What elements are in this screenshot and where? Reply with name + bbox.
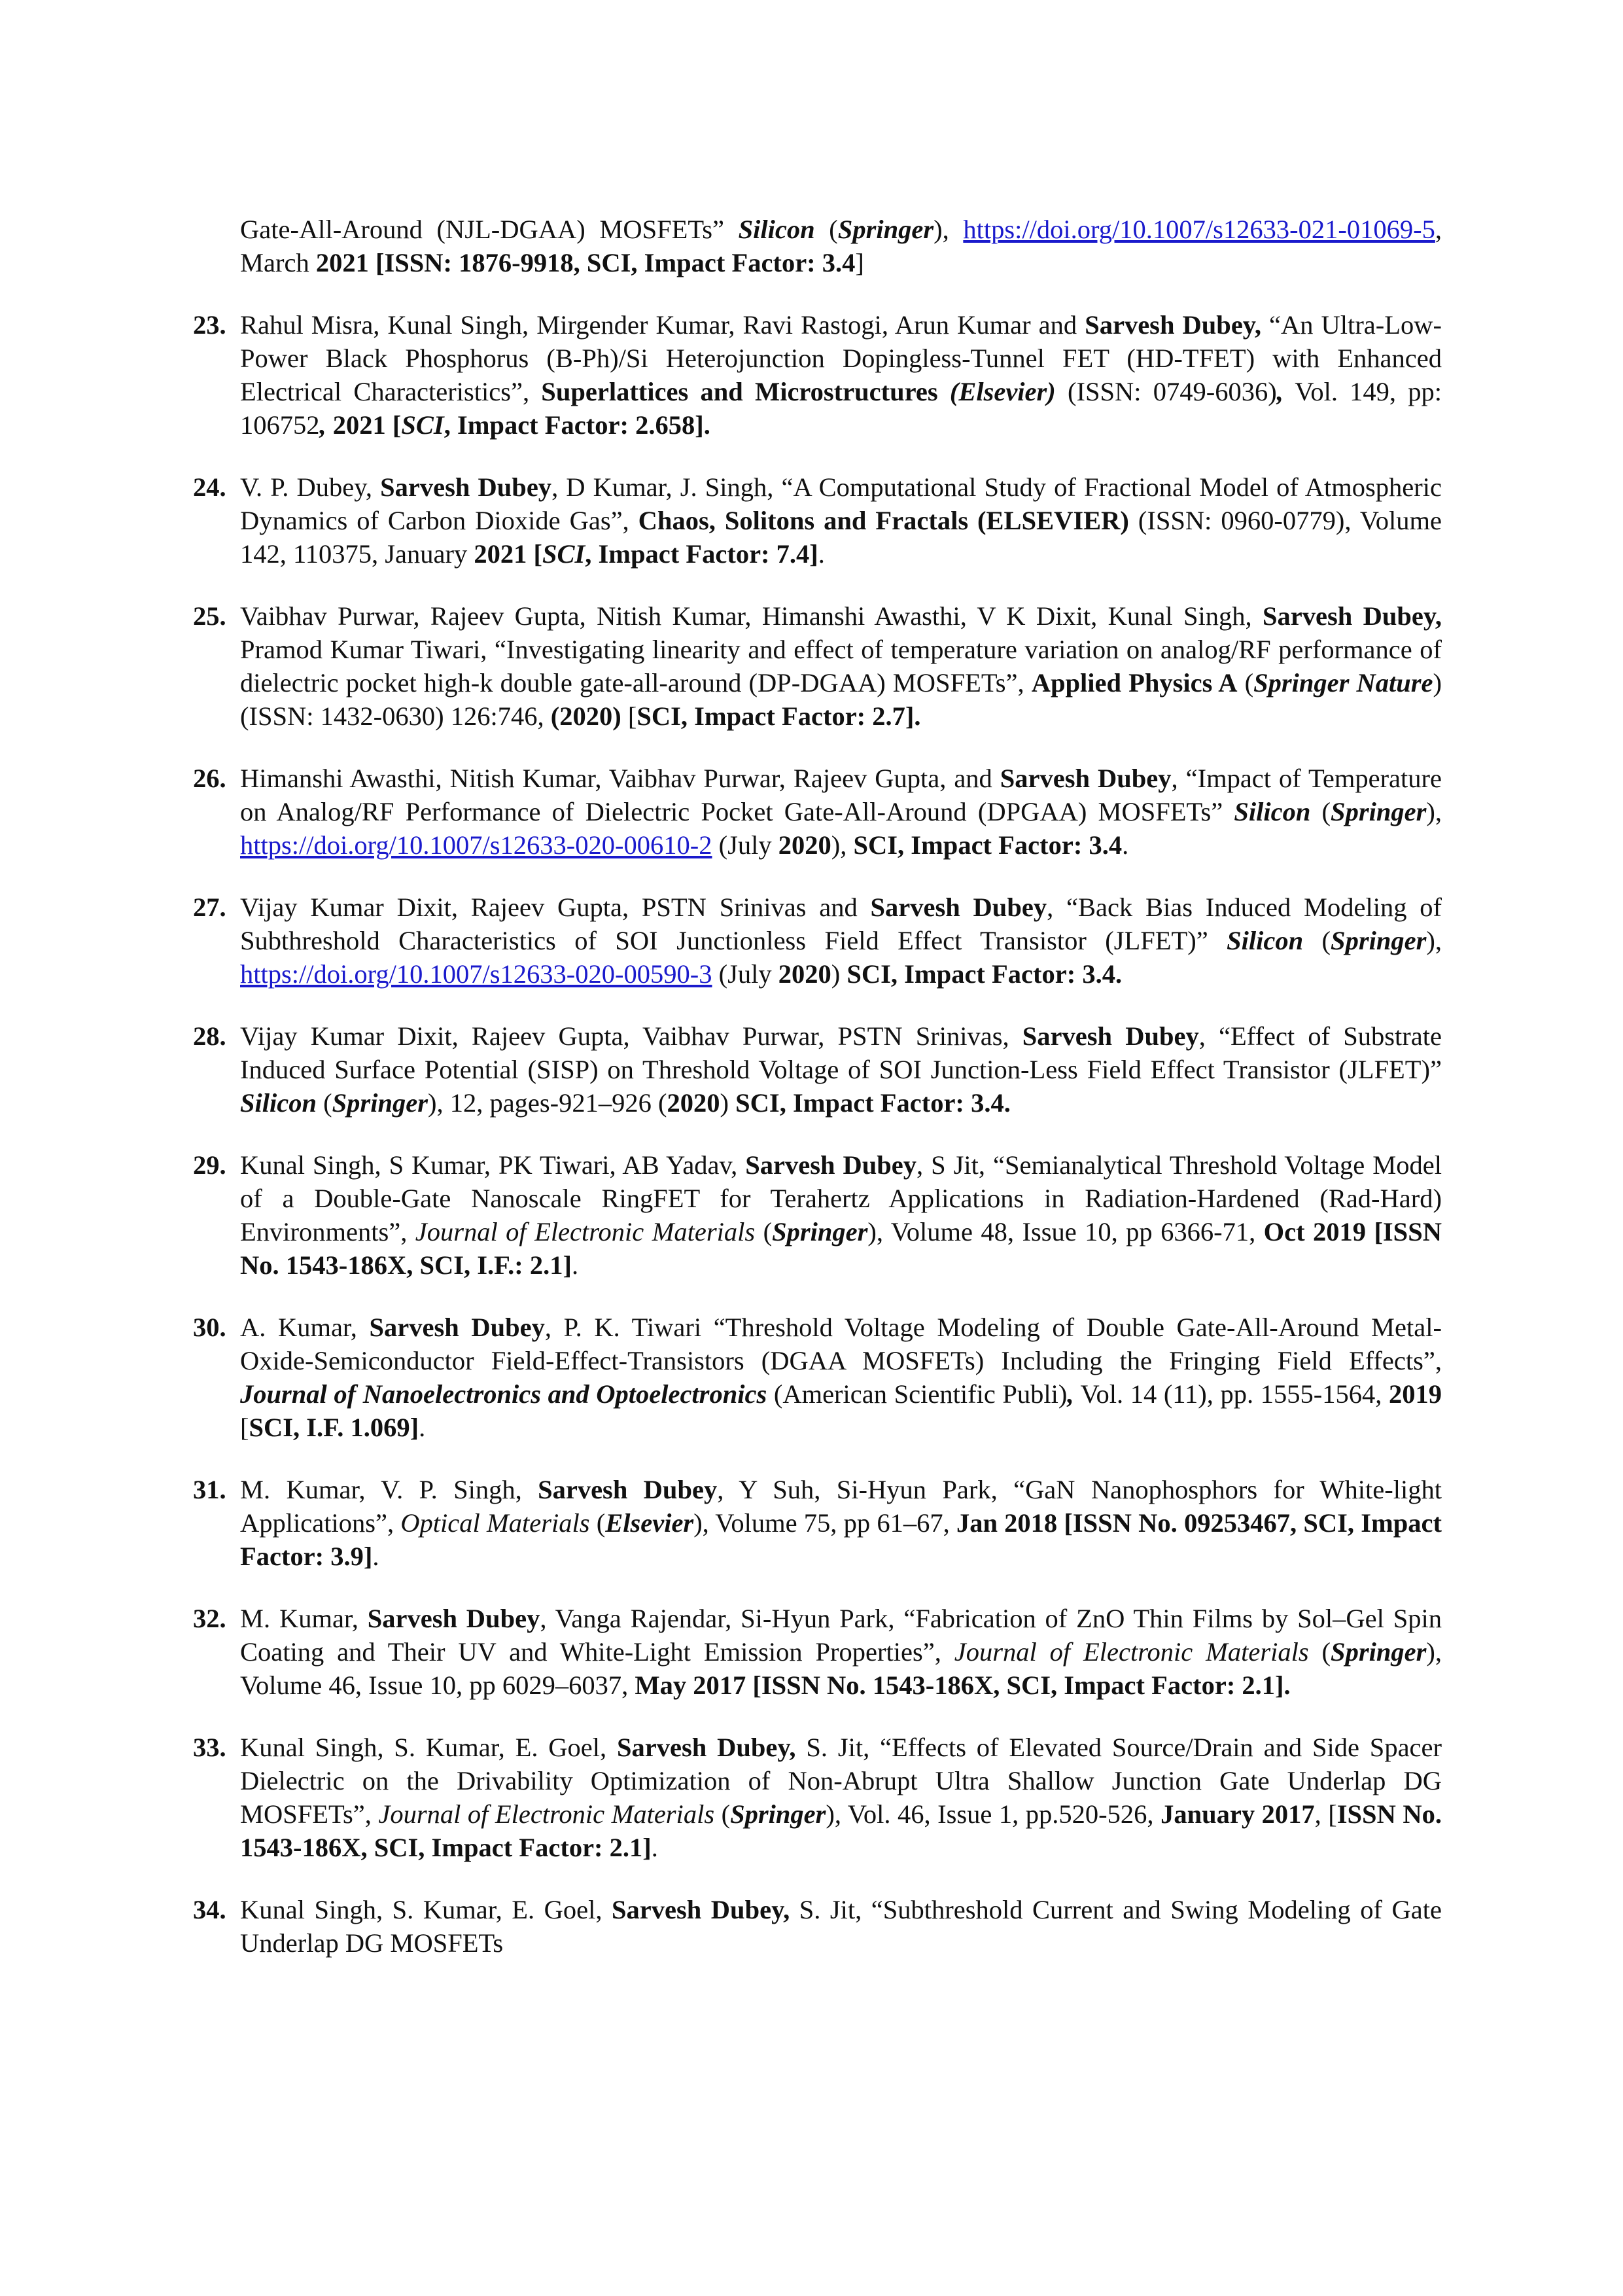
entry-text: ) [720, 1088, 736, 1118]
entry-text: , P. K. Tiwari “Threshold Voltage Modeling of Double Gate-All-Around Metal-Oxide-Semiconductor Field-Effect-Transistors (DGAA MOSFETs) Including the Fringing Field Effects”, [240, 1313, 1442, 1375]
entry-number: 27. [193, 892, 226, 922]
entry-text: Sarvesh Dubey [870, 892, 1047, 922]
entry-number: 24. [193, 472, 226, 502]
entry-text: ), Volume 75, pp 61–67, [693, 1508, 956, 1538]
entry-text: May 2017 [ISSN No. 1543-186X, SCI, Impact Factor: 2.1]. [635, 1670, 1291, 1700]
entry-text: Himanshi Awasthi, Nitish Kumar, Vaibhav Purwar, Rajeev Gupta, and [240, 764, 1000, 793]
entry-text: ( [589, 1508, 606, 1538]
entry-text: (Elsevier) [949, 377, 1056, 406]
entry-text: ), [1426, 926, 1442, 955]
publication-entry [193, 1311, 1442, 1444]
entry-text: , “Impact of Temperature on Analog/RF Performance of Dielectric Pocket Gate-All-Around (DPGAA) MOSFETs” [240, 764, 1442, 826]
entry-text: ( [317, 1088, 332, 1118]
entry-text: Vijay Kumar Dixit, Rajeev Gupta, PSTN Srinivas and [240, 892, 871, 922]
entry-text: ( [714, 1799, 731, 1829]
entry-text: ) (ISSN: 1432-0630) 126:746, [240, 668, 1442, 731]
entry-text: , “Effect of Substrate Induced Surface Potential (SISP) on Threshold Voltage of SOI Junction-Less Field Effect Transistor (JLFET)” [240, 1021, 1442, 1084]
entry-text: Kunal Singh, S. Kumar, E. Goel, [240, 1895, 612, 1924]
entry-text: . [1122, 830, 1129, 860]
entry-text: Springer [1331, 926, 1427, 955]
entry-text: S. Jit, “Subthreshold Current and Swing Modeling of Gate Underlap DG MOSFETs [240, 1895, 1442, 1958]
entry-text: ), Volume 48, Issue 10, pp 6366-71, [867, 1217, 1264, 1246]
entry-text: Sarvesh Dubey [380, 472, 552, 502]
publication-entry [193, 470, 1442, 571]
entry-number: 30. [193, 1313, 226, 1342]
publication-entry-continuation [193, 213, 1442, 279]
entry-text: Kunal Singh, S Kumar, PK Tiwari, AB Yadav, [240, 1150, 746, 1180]
publication-entry [193, 891, 1442, 991]
doi-link[interactable]: https://doi.org/10.1007/s12633-021-01069-5 [963, 215, 1435, 244]
entry-text: , Y Suh, Si-Hyun Park, “GaN Nanophosphors for White-light Applications”, [240, 1475, 1442, 1538]
entry-text: , [319, 410, 326, 440]
entry-text: Springer [332, 1088, 428, 1118]
entry-text: Sarvesh Dubey [369, 1313, 545, 1342]
entry-text: (ISSN: 0960-0779), Volume 142, 110375, January [240, 506, 1442, 569]
entry-text: Superlattices and Microstructures [541, 377, 950, 406]
entry-text: Sarvesh Dubey, [612, 1895, 790, 1924]
entry-number: 31. [193, 1475, 226, 1504]
entry-text: , [ [1314, 1799, 1337, 1829]
entry-text: Journal of Electronic Materials [378, 1799, 715, 1829]
entry-text: , Vanga Rajendar, Si-Hyun Park, “Fabrication of ZnO Thin Films by Sol–Gel Spin Coating and Their UV and White-Light Emission Properties”, [240, 1604, 1442, 1667]
entry-text: Journal of Electronic Materials [954, 1637, 1309, 1667]
entry-number: 34. [193, 1895, 226, 1924]
entry-text: Pramod Kumar Tiwari, “Investigating linearity and effect of temperature variation on analog/RF performance of dielectric pocket high-k double gate-all-around (DP-DGAA) MOSFETs”, [240, 635, 1442, 698]
entry-text: A. Kumar, [240, 1313, 370, 1342]
entry-text: (July [712, 959, 778, 989]
publication-entry [193, 762, 1442, 862]
entry-text: ( [814, 215, 838, 244]
entry-number: 23. [193, 310, 226, 340]
entry-text: Sarvesh Dubey, [1085, 310, 1261, 340]
entry-text: [ [240, 1413, 249, 1442]
entry-text: Sarvesh Dubey, [1262, 601, 1442, 631]
entry-text: ISSN No. 1543-186X, SCI, Impact Factor: 2.1] [240, 1799, 1442, 1862]
entry-text: , March [240, 215, 1442, 277]
entry-text: , S Jit, “Semianalytical Threshold Voltage Model of a Double-Gate Nanoscale RingFET for Terahertz Applications in Radiation-Hardened (Rad-Hard) Environments”, [240, 1150, 1442, 1246]
doi-link[interactable]: https://doi.org/10.1007/s12633-020-00590-3 [240, 959, 712, 989]
entry-text: , “Back Bias Induced Modeling of Subthreshold Characteristics of SOI Junctionless Field Effect Transistor (JLFET)” [240, 892, 1442, 955]
entry-text: Sarvesh Dubey [745, 1150, 917, 1180]
entry-text: , D Kumar, J. Singh, “A Computational Study of Fractional Model of Atmospheric Dynamics of Carbon Dioxide Gas”, [240, 472, 1442, 535]
entry-text: 2019 [1389, 1379, 1442, 1409]
publication-entry [193, 1019, 1442, 1120]
entry-text: ( [1308, 1637, 1331, 1667]
entry-text: January 2017 [1161, 1799, 1315, 1829]
publication-entry [193, 1893, 1442, 1960]
entry-text: Vol. 14 (11), pp. 1555-1564, [1073, 1379, 1389, 1409]
entry-text: , Impact Factor: 7.4] [585, 539, 818, 569]
entry-text: ( [1303, 926, 1331, 955]
entry-text: Journal of Electronic Materials [415, 1217, 756, 1246]
entry-text: Optical Materials [400, 1508, 590, 1538]
entry-text: Journal of Nanoelectronics and Optoelectronics [240, 1379, 767, 1409]
entry-text: Vijay Kumar Dixit, Rajeev Gupta, Vaibhav Purwar, PSTN Srinivas, [240, 1021, 1022, 1051]
entry-text: 2020 [778, 830, 831, 860]
entry-text: Jan 2018 [ISSN No. 09253467, SCI, Impact Factor: 3.9] [240, 1508, 1442, 1571]
entry-text: Sarvesh Dubey [1000, 764, 1172, 793]
publication-entry [193, 308, 1442, 442]
entry-text: ), [934, 215, 964, 244]
publication-entry [193, 1602, 1442, 1702]
entry-text: ), Vol. 46, Issue 1, pp.520-526, [826, 1799, 1161, 1829]
entry-text: (ISSN: 0749-6036) [1055, 377, 1277, 406]
entry-text: ), [1426, 797, 1442, 826]
entry-text: SCI, Impact Factor: 3.4. [735, 1088, 1011, 1118]
entry-text: 2020 [667, 1088, 720, 1118]
entry-text: Silicon [240, 1088, 317, 1118]
entry-text: Springer [1331, 1637, 1427, 1667]
entry-text: . [572, 1250, 579, 1280]
entry-text: M. Kumar, [240, 1604, 368, 1633]
entry-text: ), [831, 830, 854, 860]
entry-text: Sarvesh Dubey [1022, 1021, 1199, 1051]
entry-text: SCI, I.F. 1.069] [249, 1413, 419, 1442]
entry-text: . [419, 1413, 426, 1442]
entry-text: Chaos, Solitons and Fractals (ELSEVIER) [638, 506, 1129, 535]
entry-text: . [651, 1833, 658, 1862]
entry-text: Springer [1331, 797, 1427, 826]
entry-text: Applied Physics A [1031, 668, 1238, 698]
entry-text: SCI [542, 539, 585, 569]
publication-entry [193, 1731, 1442, 1864]
entry-text: , [1067, 1379, 1074, 1409]
entry-text: (July [712, 830, 778, 860]
entry-text: (American Scientific Publi) [767, 1379, 1068, 1409]
entry-text: , [1276, 377, 1283, 406]
entry-text: Oct 2019 [ISSN No. 1543-186X, SCI, I.F.: 2.1] [240, 1217, 1442, 1280]
entry-text: Sarvesh Dubey [538, 1475, 718, 1504]
doi-link[interactable]: https://doi.org/10.1007/s12633-020-00610-2 [240, 830, 712, 860]
entry-text: “An Ultra-Low-Power Black Phosphorus (B-Ph)/Si Heterojunction Dopingless-Tunnel FET (HD-TFET) with Enhanced Electrical Characteristics”, [240, 310, 1442, 406]
entry-text: 2020 [778, 959, 831, 989]
entry-text: Springer Nature [1253, 668, 1433, 698]
entry-text: . [818, 539, 825, 569]
entry-text: M. Kumar, V. P. Singh, [240, 1475, 538, 1504]
entry-number: 25. [193, 601, 226, 631]
entry-text: Rahul Misra, Kunal Singh, Mirgender Kumar, Ravi Rastogi, Arun Kumar and [240, 310, 1085, 340]
entry-text: Sarvesh Dubey [367, 1604, 540, 1633]
entry-text: Sarvesh Dubey, [616, 1733, 796, 1762]
entry-text: (2020) [550, 701, 621, 731]
entry-text: ( [755, 1217, 773, 1246]
entry-number: 26. [193, 764, 226, 793]
entry-text: Springer [772, 1217, 868, 1246]
entry-text: ( [1237, 668, 1254, 698]
entry-text: 2021 [ [326, 410, 402, 440]
entry-text: ] [855, 248, 864, 277]
entry-text: Springer [730, 1799, 826, 1829]
entry-text: [ [621, 701, 637, 731]
entry-number: 33. [193, 1733, 226, 1762]
publication-entry [193, 1148, 1442, 1282]
entry-text: SCI, Impact Factor: 2.7]. [637, 701, 921, 731]
entry-text: 2021 [ [474, 539, 542, 569]
entry-text: Silicon [1227, 926, 1304, 955]
entry-text: Vol. 149, pp: 106752 [240, 377, 1442, 440]
entry-text: V. P. Dubey, [240, 472, 381, 502]
entry-text: ( [1310, 797, 1331, 826]
publication-entry [193, 599, 1442, 733]
publication-entry [193, 1473, 1442, 1573]
entry-number: 29. [193, 1150, 226, 1180]
entry-text: ) [831, 959, 847, 989]
entry-text: Silicon [738, 215, 815, 244]
entry-text: . [372, 1542, 379, 1571]
entry-text: S. Jit, “Effects of Elevated Source/Drain and Side Spacer Dielectric on the Drivability Optimization of Non-Abrupt Ultra Shallow Junction Gate Underlap DG MOSFETs”, [240, 1733, 1442, 1829]
entry-text: Elsevier [605, 1508, 694, 1538]
entry-text: ), 12, pages-921–926 ( [427, 1088, 667, 1118]
entry-text: SCI, Impact Factor: 3.4 [853, 830, 1123, 860]
entry-number: 28. [193, 1021, 226, 1051]
entry-text: 2021 [ISSN: 1876-9918, SCI, Impact Factor: 3.4 [315, 248, 856, 277]
entry-text: , Impact Factor: 2.658]. [444, 410, 710, 440]
entry-text: Gate-All-Around (NJL-DGAA) MOSFETs” [240, 215, 739, 244]
entry-number: 32. [193, 1604, 226, 1633]
entry-text: Kunal Singh, S. Kumar, E. Goel, [240, 1733, 617, 1762]
entry-text: Springer [837, 215, 934, 244]
entry-text: SCI, Impact Factor: 3.4. [846, 959, 1123, 989]
entry-text: ), Volume 46, Issue 10, pp 6029–6037, [240, 1637, 1442, 1700]
entry-text: SCI [401, 410, 444, 440]
entry-text: Silicon [1234, 797, 1311, 826]
entry-text: Vaibhav Purwar, Rajeev Gupta, Nitish Kumar, Himanshi Awasthi, V K Dixit, Kunal Singh, [240, 601, 1263, 631]
